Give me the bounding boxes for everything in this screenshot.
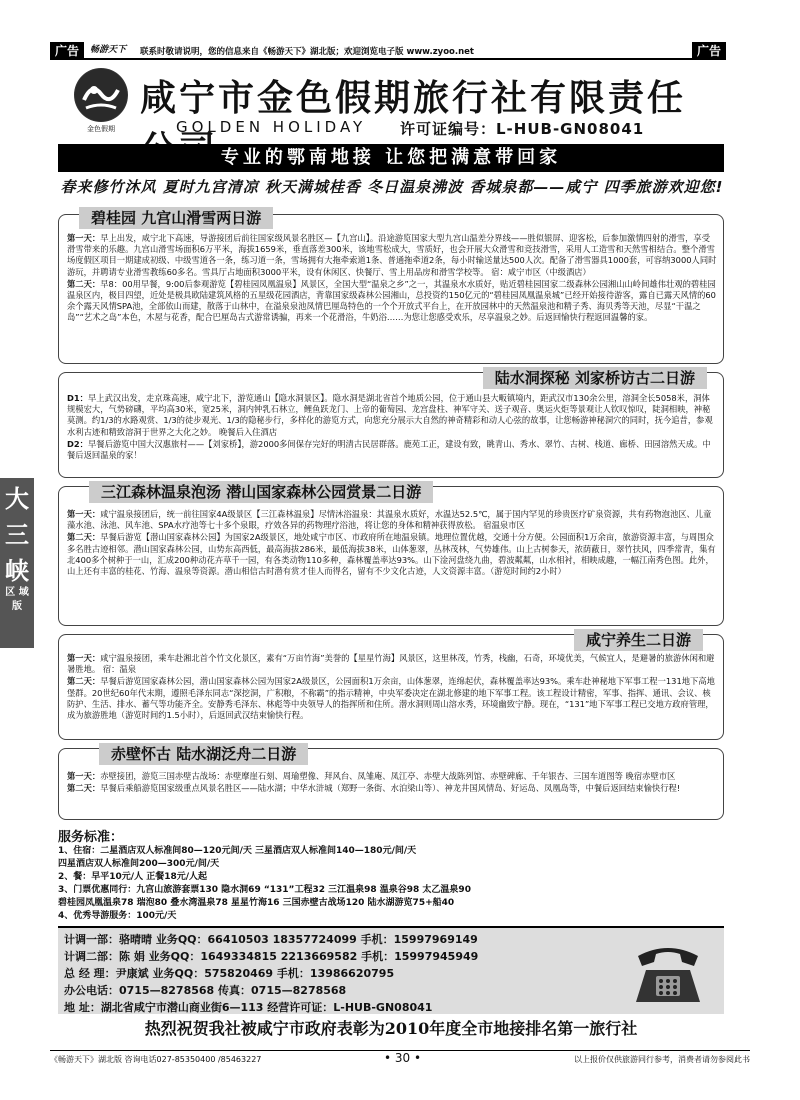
day-text: 早餐后游览中国大汉惠旅村——【刘家桥】，游2000多间保存完好的明清古民居群落。鹿苑工正，建设有致，眺青山、秀水、翠竹、古树、栈道、廊桥、田园溶然天成。中餐后返回温泉的家！ — [67, 438, 711, 461]
tour-title: 陆水洞探秘 刘家桥访古二日游 — [483, 367, 707, 389]
service-line: 碧桂园凤凰温泉78 瑞泡80 叠水湾温泉78 星星竹海16 三国赤壁古战场120 陆水湖游览75+船40 — [58, 898, 455, 908]
tour-title: 咸宁养生二日游 — [574, 629, 703, 651]
footer-contact: 《畅游天下》湖北版 咨询电话027-85350400 /85463227 — [50, 1055, 262, 1064]
tour-section — [58, 369, 724, 478]
footer-disclaimer: 以上报价仅供旅游同行参考，消费者请勿参阅此书 — [574, 1055, 750, 1064]
itinerary-day — [67, 653, 717, 675]
itinerary-day — [67, 279, 717, 324]
tour-title: 碧桂园 九宫山滑雪两日游 — [79, 207, 273, 229]
contact-row: 办公电话：0715—8278568 传真：0715—8278568 — [64, 984, 347, 997]
side-tab-char: 大 — [5, 484, 29, 513]
company-header — [60, 66, 724, 140]
ad-label-right: 广告 — [692, 42, 726, 60]
day-text: 早上出发，咸宁北下高速，导游接团后前往国家级风景名胜区—【九宫山】。沿途游览国家大型九宫山温差分界线——胜似银屏、迎客松，后参加激情四射的滑雪，享受滑雪带来的乐趣。九宫山滑雪场面积6万平米，海拔1659米，垂直落差300米，该地雪松成大，雪质好，也会开展大众滑雪和竞技滑雪，采用人工造雪和天然雪相结合。整个滑雪场度假区项目一期建成初级、中级雪道各一条，练习道一条，雪场拥有大拖牵索道1条、普通拖牵道2条，每小时输送量达500人次。配备了滑雪器具1000套，可容纳3000人同时游玩，并聘请专业滑雪教练60多名。雪具厅占地面积3000平米，设有休闲区、快餐厅、雪上用品房和滑雪学校等。 宿：咸宁市区（中级酒店） — [67, 233, 717, 277]
day-text: 赤壁接团，游览三国赤壁古战场：赤壁摩崖石刻、周瑜塑像、拜风台、凤雏庵、凤江亭、赤壁大战陈列馆、赤壁碑廊、千年银杏、三国车道图等 晚宿赤壁市区 — [100, 771, 676, 781]
logo-emblem-icon — [74, 68, 128, 122]
itinerary-day — [67, 233, 717, 278]
tour-itinerary — [67, 509, 717, 621]
contact-box — [58, 926, 724, 1014]
day-label: 第二天： — [67, 532, 101, 543]
tour-itinerary — [67, 233, 717, 359]
service-title: 服务标准： — [58, 830, 124, 845]
day-text: 早8：00用早餐，9:00后参观游览【碧桂园凤凰温泉】风景区，全国大型“温泉之乡”之一，其温泉水水质好，贴近碧桂园国家二级森林公园湘山山岭间雄伟壮观的碧桂园温泉区内，极目四望，近处是极具欧陆建筑风格的五星级花园酒店，背靠国家级森林公园湘山，总投资约150亿元的“碧桂园凤凰温泉城”已经开始接待游客，露自已露天风情的60余个露天风情SPA池，全部依山而建，散落于山林中，在溢泉泉池凤情巴厘岛特色的一个个开放式平台上，在开放园林中的天然温泉池和精子秀、海贝秀等天池，尽显“干温之岛”“艺术之岛”本色，木屋与花香，配合巴厘岛古式游常诱骗，再来一个花滑浴，牛奶浴……为您让您感受欢乐，尽享温泉之妙。后返回愉快行程返回温馨的家。 — [67, 278, 716, 323]
contact-row: 地 址：湖北省咸宁市潜山商业街6—113 经营许可证：L-HUB-GN08041 — [64, 1001, 433, 1014]
service-standards — [58, 826, 724, 923]
day-label: 第一天： — [67, 509, 101, 519]
seasons-slogan: 春来修竹沐风 夏时九宫清凉 秋天满城桂香 冬日温泉沸波 香城泉都——咸宁 四季旅游欢迎您! — [60, 178, 724, 196]
service-line: 1、住宿：二星酒店双人标准间80—120元间/天 三星酒店双人标准间140—180元/间/天 — [58, 846, 417, 856]
day-label: 第二天： — [67, 783, 101, 794]
side-tab-char: 三 — [5, 520, 29, 549]
service-line: 四星酒店双人标准间200—300元/间/天 — [58, 859, 220, 869]
contact-row: 计调二部：陈 娟 业务QQ：1649334815 2213669582 手机：15997945949 — [64, 950, 479, 963]
day-label: 第二天： — [67, 278, 101, 289]
day-label: 第一天： — [67, 233, 101, 243]
day-label: 第一天： — [67, 771, 101, 781]
tour-section — [58, 631, 724, 740]
company-logo — [70, 68, 132, 134]
tour-itinerary — [67, 393, 717, 473]
service-line: 3、门票优惠同行：九宫山旅游套票130 隐水洞69 “131”工程32 三江温泉98 温泉谷98 太乙温泉90 — [58, 885, 471, 895]
tour-itinerary — [67, 771, 717, 815]
day-text: 早餐后游览【潜山国家森林公园】为国家2A级景区，地处咸宁市区、市政府所在地温泉镇。地理位置优越，交通十分方便。公园面积1万余亩，旅游资源丰富，与周围众多名胜古迹相邻。潜山国家森林公园，山势东高西低，最高海拔286米，最低海拔38米，山体葱翠，丛林茂林，气势雄伟。山上古树参天，浓荫蔽日，翠竹扶风，四季常青，集有北400多个树种于一山，汇成200种动花卉草千一园，有各类动物110多种，森林覆盖率达93%。山下淦河盘绕九曲，碧波粼粼，山水相衬，相映成趣，一幅江南秀色图。此外，山上还有丰富的桂花、竹海、温泉等资源。潜山相信古时潜有赏才佳人而得名，留有不少文化古迹，人文资源丰富。（游览时间约2小时） — [67, 532, 716, 577]
day-text: 早餐后乘船游览国家级重点风景名胜区——陆水湖；中华水浒城（郑野一条街、水泊梁山等）、神龙井国风情岛、好运岛、凤凰岛等，中餐后返回结束愉快行程! — [100, 783, 681, 794]
service-line: 4、优秀导游服务：100元/天 — [58, 911, 177, 921]
day-label: 第二天： — [67, 676, 101, 687]
tour-title: 赤壁怀古 陆水湖泛舟二日游 — [99, 743, 308, 765]
magazine-logo: 畅游天下 — [90, 45, 127, 55]
company-name: 咸宁市金色假期旅行社有限责任 — [140, 77, 687, 119]
side-tab-char: 峡 — [5, 556, 29, 585]
page-number: • 30 • — [384, 1051, 422, 1065]
tour-itinerary — [67, 653, 717, 735]
side-tab-sub: 区 域 版 — [5, 587, 29, 612]
top-ad-bar — [50, 42, 726, 60]
itinerary-day — [67, 783, 717, 794]
topbar-notice: 联系时敬请说明，您的信息来自《畅游天下》湖北版；欢迎浏览电子版 www.zyoo.net — [140, 47, 474, 57]
license-number: 许可证编号：L-HUB-GN08041 — [400, 120, 645, 138]
english-name: GOLDEN HOLIDAY — [176, 118, 367, 136]
tour-section — [58, 209, 724, 364]
logo-caption: 金色假期 — [87, 125, 115, 133]
region-side-tab — [0, 478, 34, 648]
day-text: 早餐后游览国家森林公园，潜山国家森林公园为国家2A级景区，公园面积1万余亩，山体葱翠，连绵起伏，森林覆盖率达93%。乘车赴神秘地下军事工程一131地下高地堡群。20世纪60年代末期，遵照毛泽东同志“深挖洞，广积粮，不称霸”的指示精神，中央军委决定在湖北修建的地下军事工程。该工程设计精密，军事、指挥、通讯、会议、核防护、生活、排水、蓄气等功能齐全。安静秀毛泽东、林彪等中央领导人的指挥所和住所。潜水洞则周山溶水秀，环境幽致宁静。现在，“131”地下军事工程已交地方政府管理，成为旅游胜地（游览时间约1.5小时），后返回武汉结束愉快行程。 — [67, 676, 715, 721]
contact-row: 总 经 理：尹康斌 业务QQ：575820469 手机：13986620795 — [64, 967, 395, 980]
itinerary-day — [67, 393, 717, 438]
day-label: D1： — [67, 393, 88, 403]
itinerary-day — [67, 439, 717, 461]
itinerary-day — [67, 509, 717, 531]
tour-section — [58, 483, 724, 626]
day-text: 咸宁温泉接团后，统一前往国家4A级景区【三江森林温泉】尽情沐浴温泉：其温泉水质好，水温达52.5℃，属于国内罕见的珍贵医疗矿泉资源，共有药物泡池区、儿童藻水池、泳池、风车池、SPA水疗池等七十多个泉眼，疗效各异的药物理疗浴池，将让您的身体和精神获得放松。 宿温泉市区 — [67, 509, 712, 531]
itinerary-day — [67, 532, 717, 577]
tour-section — [58, 745, 724, 820]
slogan-bar: 专业的鄂南地接 让您把满意带回家 — [58, 144, 724, 172]
day-label: 第一天： — [67, 653, 101, 663]
day-text: 咸宁温泉接团，乘车赴湘北首个竹文化景区，素有“万亩竹海”美誉的【星星竹海】风景区，这里林茂，竹秀，栈幽，石奇，环境优美，气候宜人，是避暑的旅游休闲和避暑胜地。 宿：温泉 — [67, 653, 715, 675]
service-line: 2、餐：早平10元/人 正餐18元/人起 — [58, 872, 208, 882]
day-text: 早上武汉出发，走京珠高速，咸宁北下，游览通山【隐水洞景区】。隐水洞是湖北省首个地质公园，位于通山县大畈镇境内，距武汉市130余公里，溶洞全长5058米，洞体规模宏大，气势磅礴，平均高30米，宽25米，洞内钟乳石林立，鲤鱼跃龙门、上帝的葡萄园、龙宫盘柱、神军守关、送子观音、奥运火炬等景观让人钦叹惊叹，陡洞相映，神秘莫测。约1/3的水路观赏、1/3的徒步观光、1/3的隐秘步行，多样化的游览方式，向您充分展示大自然的神奇精彩和动人心弦的故事，让您畅游神秘洞穴的同时，抚今追昔，参观水利古迹和精致溶洞于世界之大化之妙。 晚餐后入住酒店 — [67, 393, 713, 437]
day-label: D2： — [67, 438, 88, 449]
itinerary-day — [67, 676, 717, 721]
page-footer — [50, 1050, 750, 1064]
itinerary-day — [67, 771, 717, 782]
telephone-icon — [630, 936, 706, 1008]
tour-title: 三江森林温泉泡汤 潜山国家森林公园赏景二日游 — [89, 481, 433, 503]
ad-label-left: 广告 — [50, 42, 84, 60]
award-banner: 热烈祝贺我社被咸宁市政府表彰为2010年度全市地接排名第一旅行社 — [144, 1019, 638, 1038]
contact-row: 计调一部：骆晴晴 业务QQ：66410503 18357724099 手机：15997969149 — [64, 933, 478, 946]
